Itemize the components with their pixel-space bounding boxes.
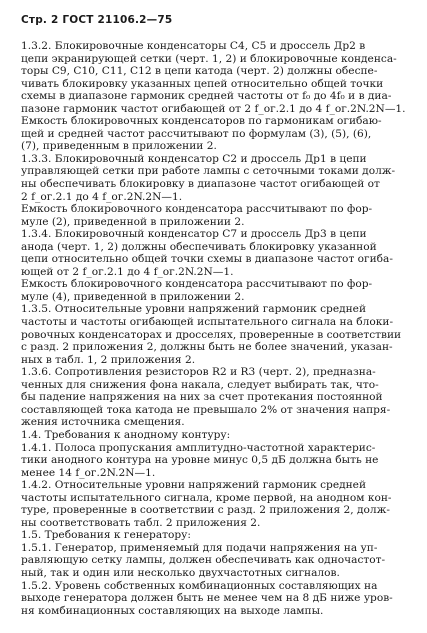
text-line: бы падение напряжения на них за счет протекания постоянной <box>21 391 383 404</box>
text-line: схемы в диапазоне гармоник средней частоты от f₀ до 4f₀ и в диа- <box>21 90 392 103</box>
text-line: (7), приведенным в приложении 2. <box>21 140 217 153</box>
text-line: с разд. 2 приложения 2, должны быть не более значений, указан- <box>21 341 393 354</box>
text-line: управляющей сетки при работе лампы с сеточными токами долж- <box>21 165 396 178</box>
text-line: 1.3.3. Блокировочный конденсатор С2 и дроссель Др1 в цепи <box>21 152 367 165</box>
text-line: ченных для снижения фона накала, следует выбирать так, что- <box>21 378 379 391</box>
document-body <box>21 40 412 617</box>
text-line: равляющую сетку лампы, должен обеспечивать как одночастот- <box>21 554 386 567</box>
text-line: торы С9, С10, С11, С12 в цепи катода (черт. 2) должны обеспе- <box>21 65 378 78</box>
text-line: Емкость блокировочных конденсаторов по гармоникам огибаю- <box>21 115 382 128</box>
text-line: 1.5.2. Уровень собственных комбинационных составляющих на <box>21 579 378 592</box>
text-line: 1.4. Требования к анодному контуру: <box>21 428 231 441</box>
text-line: жения источника смещения. <box>21 416 185 429</box>
text-line: частоты и частоты огибающей испытательного сигнала на блоки- <box>21 316 394 329</box>
text-line: ны обеспечивать блокировку в диапазоне частот огибающей от <box>21 178 380 191</box>
text-line: муле (2), приведенной в приложении 2. <box>21 215 245 228</box>
text-line: анода (черт. 1, 2) должны обеспечивать блокировку указанной <box>21 240 377 253</box>
text-line: ровочных конденсаторах и дросселях, проверенные в соответствии <box>21 328 402 341</box>
text-line: муле (4), приведенной в приложении 2. <box>21 290 245 303</box>
text-line: тики анодного контура на уровне минус 0,5 дБ должна быть не <box>21 454 379 467</box>
text-line: щей и средней частот рассчитывают по формулам (3), (5), (6), <box>21 127 372 140</box>
text-line: ных в табл. 1, 2 приложения 2. <box>21 353 196 366</box>
page-header: Стр. 2 ГОСТ 21106.2—75 <box>21 14 173 26</box>
text-line: 1.3.5. Относительные уровни напряжений гармоник средней <box>21 303 367 316</box>
text-line: менее 14 f_ог.2N.2N—1. <box>21 466 156 479</box>
text-line: цепи экранирующей сетки (черт. 1, 2) и блокировочные конденса- <box>21 52 397 65</box>
text-line: 1.3.2. Блокировочные конденсаторы С4, С5 и дроссель Др2 в <box>21 40 366 52</box>
text-line: ный, так и один или несколько двухчастотных сигналов. <box>21 566 340 579</box>
text-line: частоты испытательного сигнала, кроме первой, на анодном кон- <box>21 491 392 504</box>
text-line: 1.3.6. Сопротивления резисторов R2 и R3 (черт. 2), предназна- <box>21 366 376 379</box>
text-line: ющей от 2 f_ог.2.1 до 4 f_ог.2N.2N—1. <box>21 265 234 278</box>
text-line: 2 f_ог.2.1 до 4 f_ог.2N.2N—1. <box>21 190 183 203</box>
text-line: цепи относительно общей точки схемы в диапазоне частот огиба- <box>21 253 393 266</box>
text-line: 1.5. Требования к генератору: <box>21 529 191 542</box>
text-line: пазоне гармоник частот огибающей от 2 f_ог.2.1 до 4 f_ог.2N.2N—1. <box>21 102 406 115</box>
text-line: 1.4.2. Относительные уровни напряжений гармоник средней <box>21 479 367 492</box>
text-line: ня комбинационных составляющих на выходе лампы. <box>21 604 324 617</box>
text-line: чивать блокировку указанных цепей относительно общей точки <box>21 77 384 90</box>
text-line: выходе генератора должен быть не менее чем на 8 дБ ниже уров- <box>21 592 393 605</box>
text-line: туре, проверенные в соответствии с разд. 2 приложения 2, долж- <box>21 504 390 517</box>
text-line: 1.4.1. Полоса пропускания амплитудно-частотной характерис- <box>21 441 376 454</box>
text-line: ны соответствовать табл. 2 приложения 2. <box>21 516 261 529</box>
text-line: Емкость блокировочного конденсатора рассчитывают по фор- <box>21 203 373 216</box>
text-line: 1.3.4. Блокировочный конденсатор С7 и дроссель Др3 в цепи <box>21 228 367 241</box>
text-line: Емкость блокировочного конденсатора рассчитывают по фор- <box>21 278 373 291</box>
text-line: 1.5.1. Генератор, применяемый для подачи напряжения на уп- <box>21 541 378 554</box>
text-line: составляющей тока катода не превышало 2% от значения напря- <box>21 403 391 416</box>
